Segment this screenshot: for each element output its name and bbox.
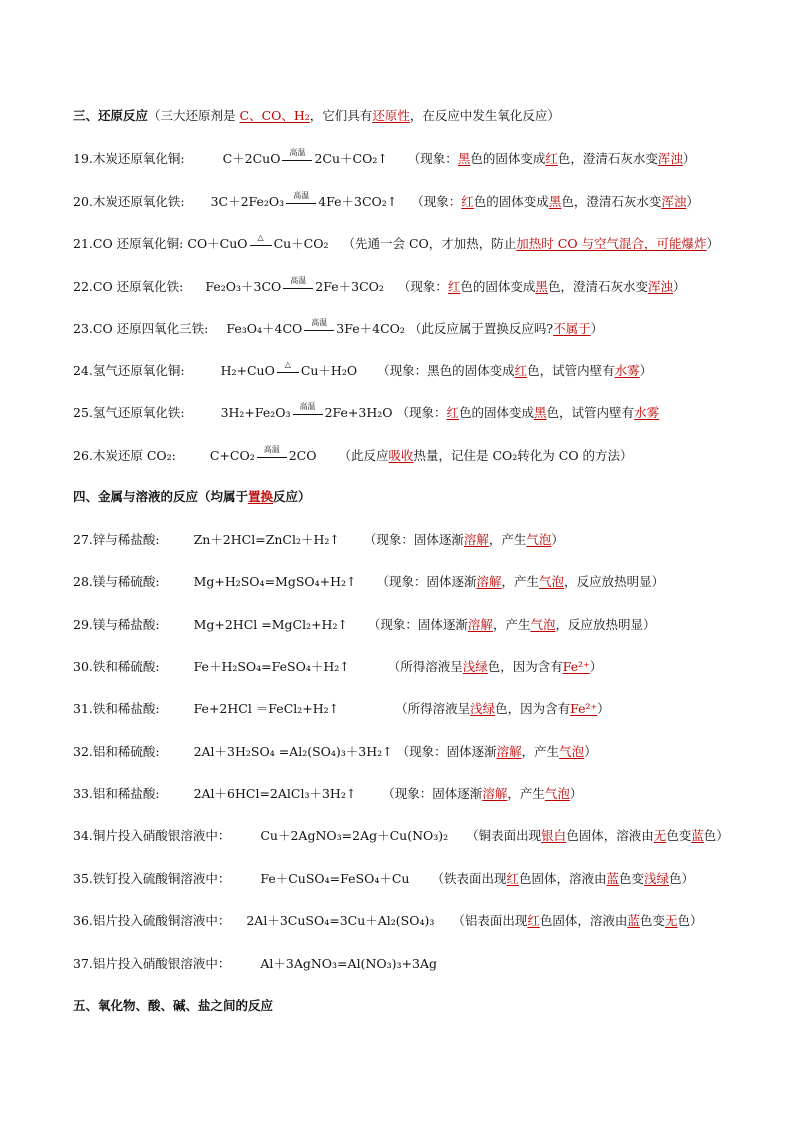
reaction-34: 34.铜片投入硝酸银溶液中： Cu＋2AgNO₃=2Ag＋Cu(NO₃)₂ （铜表面出现银白色固体，溶液由无色变蓝色） <box>73 828 729 843</box>
products: Cu＋CO₂ <box>273 236 329 251</box>
reaction-label: 35.铁钉投入硫酸铜溶液中： <box>73 871 231 886</box>
condition-mark: 高温 <box>286 201 316 204</box>
answer: 红 <box>461 194 474 209</box>
answer: 浅绿 <box>644 871 670 886</box>
answer: 浅绿 <box>462 659 488 674</box>
reaction-31: 31.铁和稀盐酸: Fe+2HCl ＝FeCl₂+H₂↑ （所得溶液呈浅绿色，因为含有Fe²⁺） <box>73 701 610 716</box>
reactants: CO＋CuO <box>187 236 248 251</box>
reaction-label: 37.铝片投入硝酸银溶液中： <box>73 956 231 971</box>
reaction-35: 35.铁钉投入硫酸铜溶液中： Fe＋CuSO₄=FeSO₄＋Cu （铁表面出现红色固体，溶液由蓝色变浅绿色） <box>73 871 695 886</box>
reaction-24: 24.氢气还原氧化铜: H₂+CuO △ Cu＋H₂O （现象：黑色的固体变成红色，试管内壁有水雾） <box>73 360 653 378</box>
answer: 气泡 <box>539 574 565 589</box>
products: 2Cu＋CO₂↑ <box>314 151 388 166</box>
reaction-label: 27.锌与稀盐酸: <box>73 532 160 547</box>
reaction-label: 30.铁和稀硫酸: <box>73 659 160 674</box>
reaction-label: 33.铝和稀盐酸: <box>73 786 160 801</box>
answer: Fe²⁺ <box>570 701 598 716</box>
answer: 气泡 <box>559 744 585 759</box>
products: 2CO <box>288 448 317 463</box>
answer: 浑浊 <box>661 194 687 209</box>
reactants: C＋2CuO <box>222 151 281 166</box>
reaction-label: 26.木炭还原 CO₂: <box>73 448 176 463</box>
answer: 气泡 <box>530 617 556 632</box>
answer: 红 <box>545 151 558 166</box>
reaction-26: 26.木炭还原 CO₂: C+CO₂ 高温 2CO （此反应吸收热量，记住是 CO₂转化为 CO 的方法） <box>73 445 633 463</box>
answer: 银白 <box>541 828 567 843</box>
products: Cu＋H₂O <box>300 363 358 378</box>
equation: 2Al＋6HCl=2AlCl₃＋3H₂↑ <box>193 786 357 801</box>
answer-displacement: 置换 <box>248 489 274 504</box>
condition-mark: 高温 <box>257 455 287 458</box>
reaction-label: 19.木炭还原氧化铜: <box>73 151 185 166</box>
answer: 蓝 <box>627 913 640 928</box>
section-5-title: 五、氧化物、酸、碱、盐之间的反应 <box>73 998 274 1013</box>
answer: 加热时 CO 与空气混合，可能爆炸 <box>516 236 707 251</box>
equation: Mg+2HCl =MgCl₂+H₂↑ <box>193 617 348 632</box>
section-3-paren2: ，它们具有 <box>309 108 373 123</box>
condition-mark: 高温 <box>304 328 334 331</box>
answer: 浅绿 <box>470 701 496 716</box>
reaction-29: 29.镁与稀盐酸: Mg+2HCl =MgCl₂+H₂↑ （现象：固体逐渐溶解，产生气泡，反应放热明显） <box>73 617 656 632</box>
reaction-36: 36.铝片投入硫酸铜溶液中： 2Al＋3CuSO₄=3Cu＋Al₂(SO₄)₃ （铝表面出现红色固体，溶液由蓝色变无色） <box>73 913 703 928</box>
reactants: C+CO₂ <box>209 448 255 463</box>
answer: 溶解 <box>496 744 522 759</box>
answer: 红 <box>527 913 540 928</box>
reaction-20: 20.木炭还原氧化铁: 3C＋2Fe₂O₃ 高温 4Fe＋3CO₂↑ （现象：红色的固体变成黑色，澄清石灰水变浑浊） <box>73 191 699 209</box>
equation: Zn＋2HCl=ZnCl₂＋H₂↑ <box>193 532 340 547</box>
section-3-paren3: ，在反应中发生氧化反应） <box>409 108 560 123</box>
section-3-title: 三、还原反应 <box>73 108 149 123</box>
section-3-paren: （三大还原剂是 <box>148 108 240 123</box>
answer: 红 <box>447 279 461 294</box>
answer: 气泡 <box>526 532 552 547</box>
reaction-label: 25.氢气还原氧化铁: <box>73 405 185 420</box>
answer-reducing-agents: C、CO、H₂ <box>239 108 310 123</box>
answer: 浑浊 <box>657 151 683 166</box>
section-3-heading <box>73 107 734 125</box>
section-4-title: 四、金属与溶液的反应（均属于 <box>73 489 249 504</box>
answer-reducing-property: 还原性 <box>372 108 410 123</box>
answer: 黑 <box>457 151 471 166</box>
answer: 黑 <box>548 194 562 209</box>
reaction-30: 30.铁和稀硫酸: Fe＋H₂SO₄=FeSO₄＋H₂↑ （所得溶液呈浅绿色，因为含有Fe²⁺） <box>73 659 603 674</box>
products: 2Fe+3H₂O <box>324 405 393 420</box>
condition-mark: △ <box>277 370 299 373</box>
condition-mark: △ <box>250 243 272 246</box>
answer: 溶解 <box>463 532 489 547</box>
answer: 红 <box>506 871 519 886</box>
condition-mark: 高温 <box>283 286 313 289</box>
reactants: 3H₂+Fe₂O₃ <box>220 405 291 420</box>
reaction-33: 33.铝和稀盐酸: 2Al＋6HCl=2AlCl₃＋3H₂↑ （现象：固体逐渐溶解，产生气泡） <box>73 786 583 801</box>
equation: Fe+2HCl ＝FeCl₂+H₂↑ <box>193 701 340 716</box>
reaction-25: 25.氢气还原氧化铁: 3H₂+Fe₂O₃ 高温 2Fe+3H₂O （现象：红色的固体变成黑色，试管内壁有水雾 <box>73 402 660 420</box>
answer: 不属于 <box>553 321 591 336</box>
condition-mark: 高温 <box>282 158 312 161</box>
answer: 无 <box>653 828 667 843</box>
equation: Al＋3AgNO₃=Al(NO₃)₃+3Ag <box>260 956 437 971</box>
section-4-heading <box>73 488 734 506</box>
reaction-37 <box>73 955 734 973</box>
reaction-label: 20.木炭还原氧化铁: <box>73 194 185 209</box>
answer: 吸收 <box>388 448 414 463</box>
equation: Cu＋2AgNO₃=2Ag＋Cu(NO₃)₂ <box>260 828 449 843</box>
answer: 水雾 <box>614 363 640 378</box>
equation: 2Al＋3CuSO₄=3Cu＋Al₂(SO₄)₃ <box>246 913 435 928</box>
reactants: Fe₃O₄＋4CO <box>226 321 303 336</box>
reaction-label: 31.铁和稀盐酸: <box>73 701 160 716</box>
answer: Fe²⁺ <box>562 659 590 674</box>
reaction-label: 28.镁与稀硫酸: <box>73 574 160 589</box>
reaction-label: 24.氢气还原氧化铜: <box>73 363 185 378</box>
products: 4Fe＋3CO₂↑ <box>318 194 398 209</box>
reaction-label: 22.CO 还原氧化铁: <box>73 279 184 294</box>
reaction-label: 21.CO 还原氧化铜: <box>73 236 184 251</box>
answer: 溶解 <box>482 786 508 801</box>
answer: 气泡 <box>544 786 570 801</box>
answer: 黑 <box>535 279 548 294</box>
answer: 红 <box>446 405 460 420</box>
reaction-label: 34.铜片投入硝酸银溶液中： <box>73 828 231 843</box>
answer: 溶解 <box>476 574 502 589</box>
equation: 2Al＋3H₂SO₄ =Al₂(SO₄)₃＋3H₂↑ <box>193 744 393 759</box>
reaction-label: 36.铝片投入硫酸铜溶液中： <box>73 913 231 928</box>
reaction-21: 21.CO 还原氧化铜: CO＋CuO △ Cu＋CO₂ （先通一会 CO，才加热，防止加热时 CO 与空气混合，可能爆炸） <box>73 233 720 251</box>
reactants: H₂+CuO <box>220 363 275 378</box>
reactants: Fe₂O₃＋3CO <box>205 279 282 294</box>
answer: 蓝 <box>691 828 704 843</box>
answer: 溶解 <box>467 617 493 632</box>
answer: 水雾 <box>634 405 660 420</box>
reaction-23: 23.CO 还原四氧化三铁: Fe₃O₄＋4CO 高温 3Fe＋4CO₂ （此反应属于置换反应吗?不属于） <box>73 318 604 336</box>
answer: 黑 <box>534 405 547 420</box>
reaction-label: 29.镁与稀盐酸: <box>73 617 160 632</box>
equation: Fe＋H₂SO₄=FeSO₄＋H₂↑ <box>193 659 350 674</box>
reaction-28: 28.镁与稀硫酸: Mg+H₂SO₄=MgSO₄+H₂↑ （现象：固体逐渐溶解，产生气泡，反应放热明显） <box>73 574 665 589</box>
reaction-27: 27.锌与稀盐酸: Zn＋2HCl=ZnCl₂＋H₂↑ （现象：固体逐渐溶解，产生气泡） <box>73 532 564 547</box>
reactants: 3C＋2Fe₂O₃ <box>210 194 285 209</box>
section-4-title2: 反应） <box>273 489 311 504</box>
products: 2Fe＋3CO₂ <box>315 279 384 294</box>
section-5-heading <box>73 997 734 1015</box>
reaction-32: 32.铝和稀硫酸: 2Al＋3H₂SO₄ =Al₂(SO₄)₃＋3H₂↑ （现象：固体逐渐溶解，产生气泡） <box>73 744 597 759</box>
products: 3Fe＋4CO₂ <box>336 321 405 336</box>
equation: Mg+H₂SO₄=MgSO₄+H₂↑ <box>193 574 357 589</box>
answer: 蓝 <box>606 871 620 886</box>
answer: 无 <box>664 913 678 928</box>
reaction-22: 22.CO 还原氧化铁: Fe₂O₃＋3CO 高温 2Fe＋3CO₂ （现象：红色的固体变成黑色，澄清石灰水变浑浊） <box>73 276 686 294</box>
condition-mark: 高温 <box>293 412 323 415</box>
equation: Fe＋CuSO₄=FeSO₄＋Cu <box>260 871 410 886</box>
answer: 红 <box>514 363 528 378</box>
reaction-19: 19.木炭还原氧化铜: C＋2CuO 高温 2Cu＋CO₂↑ （现象：黑色的固体变成红色，澄清石灰水变浑浊） <box>73 148 696 166</box>
reaction-label: 32.铝和稀硫酸: <box>73 744 160 759</box>
answer: 浑浊 <box>647 279 673 294</box>
reaction-label: 23.CO 还原四氧化三铁: <box>73 321 209 336</box>
